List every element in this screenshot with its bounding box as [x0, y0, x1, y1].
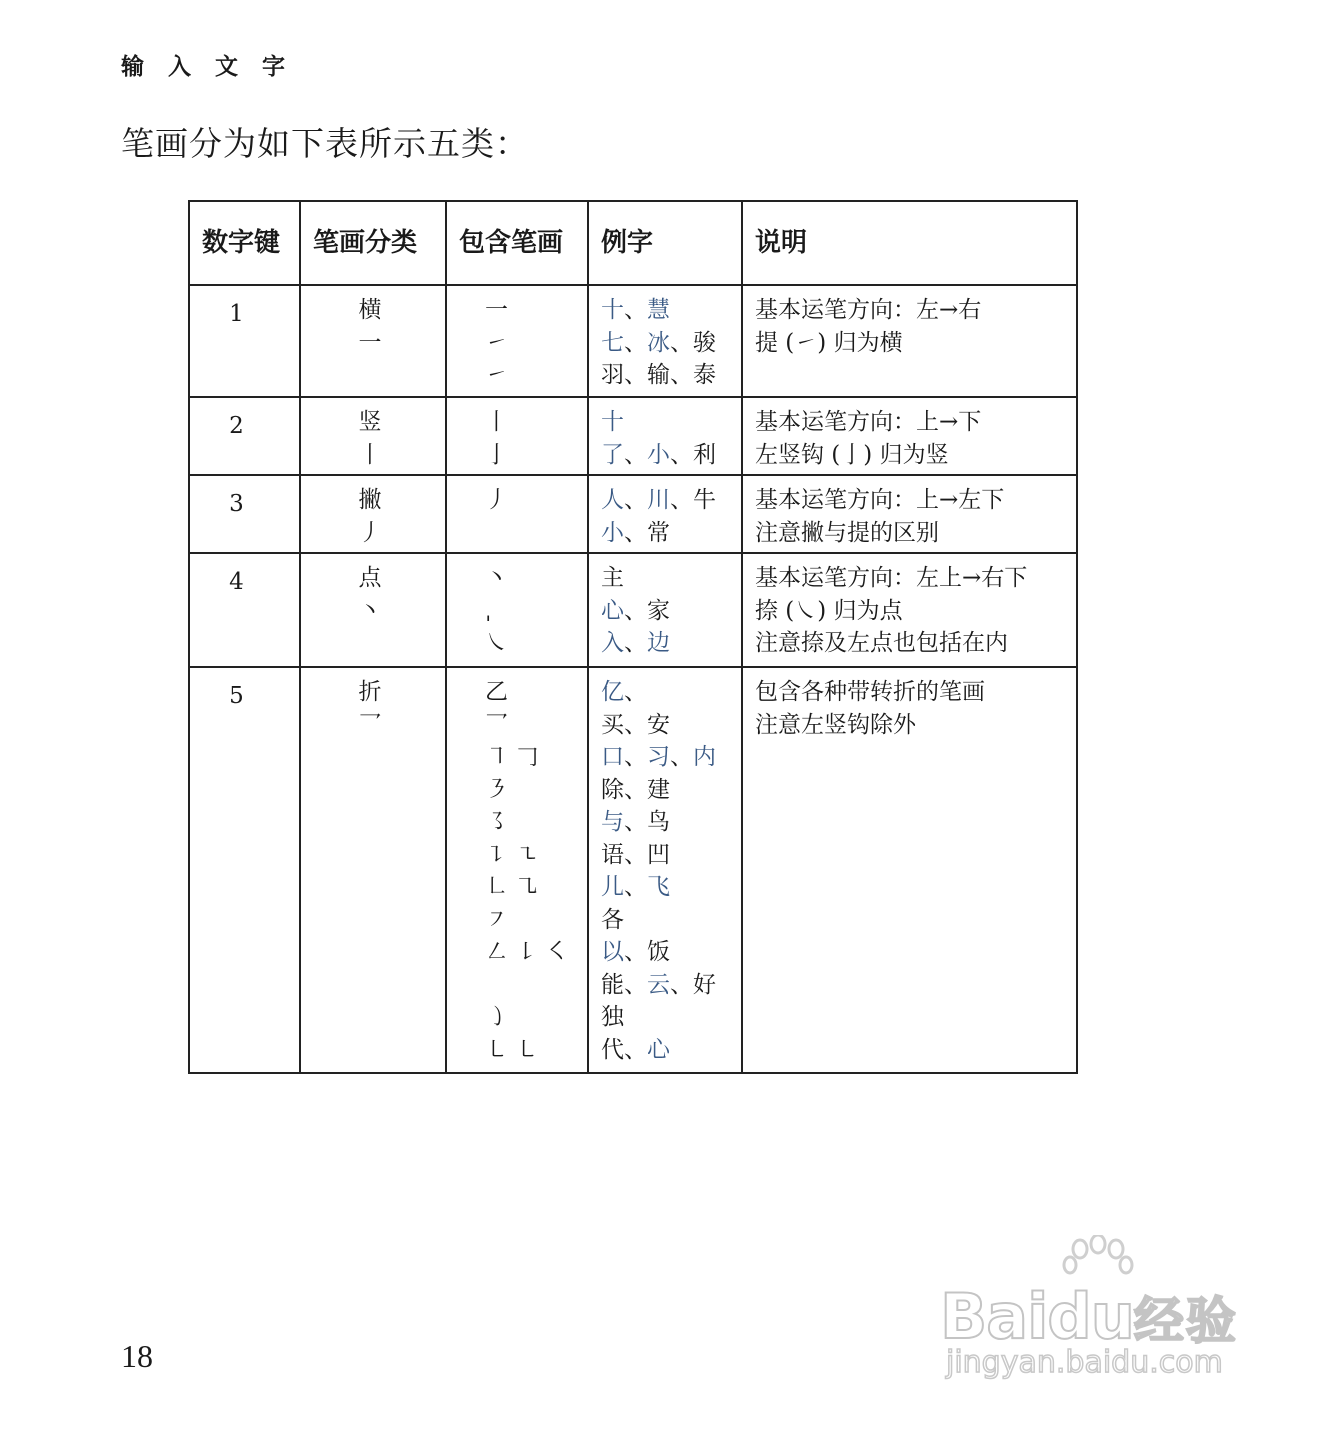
separator: 、	[624, 841, 647, 868]
note-line: 基本运笔方向：上→左下	[755, 487, 1005, 513]
separator: 、	[624, 519, 647, 546]
stroke-line: ㇊ ㇍	[485, 841, 539, 868]
stroke-line: ㇀	[485, 362, 508, 388]
running-head: 输 入 文 字	[121, 54, 294, 80]
stroke-line: 一	[485, 297, 508, 323]
example-char: 与	[601, 809, 624, 835]
note-line: 左竖钩 (亅) 归为竖	[755, 441, 949, 468]
separator: 、	[624, 809, 647, 835]
example-char: 独	[601, 1004, 624, 1030]
note-line: 注意捺及左点也包括在内	[755, 630, 1008, 656]
example-line	[601, 774, 741, 807]
separator: 、	[624, 441, 647, 468]
example-char: 慧	[647, 297, 670, 323]
example-line	[601, 904, 741, 937]
example-char: 边	[647, 630, 670, 656]
cell-category	[300, 553, 446, 667]
header-examples: 例字	[588, 201, 742, 285]
example-line	[601, 595, 741, 628]
cell-key: 3	[189, 475, 300, 553]
note-line: 注意撇与提的区别	[755, 519, 939, 546]
example-line	[601, 294, 741, 327]
category-line: 折	[358, 679, 382, 705]
example-char: 川	[647, 487, 670, 513]
header-category: 笔画分类	[300, 201, 446, 285]
header-notes: 说明	[742, 201, 1077, 285]
example-char: 安	[647, 711, 670, 738]
separator: 、	[624, 297, 647, 323]
stroke-line: ㇜ ㇙ ㇛	[485, 939, 569, 965]
separator: 、	[624, 744, 647, 770]
cell-strokes	[446, 285, 588, 397]
stroke-line: 亅	[485, 441, 508, 468]
watermark-url: jingyan.baidu.com	[946, 1345, 1223, 1380]
example-line	[601, 806, 741, 839]
stroke-line: ㇄ ㇄	[485, 1036, 539, 1063]
note-line: 基本运笔方向：左上→右下	[755, 565, 1028, 591]
category-line: 横	[358, 297, 382, 323]
stroke-line: 丿	[485, 487, 508, 513]
cell-notes	[742, 285, 1077, 397]
stroke-line: 丨	[485, 409, 508, 435]
example-char: 云	[647, 971, 670, 998]
stroke-line: ˌ	[485, 597, 492, 624]
cell-strokes	[446, 553, 588, 667]
separator: 、	[670, 441, 693, 468]
table-row	[189, 667, 1077, 1073]
cell-key: 2	[189, 397, 300, 475]
example-char: 各	[601, 906, 624, 933]
example-char: 冰	[647, 329, 670, 356]
cell-notes	[742, 397, 1077, 475]
cell-category	[300, 475, 446, 553]
note-line: 基本运笔方向：左→右	[755, 297, 982, 323]
cell-notes	[742, 667, 1077, 1073]
stroke-line: ㇁	[485, 1004, 508, 1030]
example-char: 骏	[693, 329, 716, 356]
stroke-line: ㇌	[485, 809, 508, 835]
note-line: 包含各种带转折的笔画	[755, 679, 985, 705]
table-row	[189, 553, 1077, 667]
stroke-line: ㇕ 𠃌	[485, 744, 539, 770]
baidu-jingyan-watermark	[940, 1235, 1260, 1395]
cell-key: 5	[189, 667, 300, 1073]
category-line: 竖	[358, 409, 382, 435]
cell-key: 1	[189, 285, 300, 397]
example-char: 了	[601, 441, 624, 468]
example-char: 口	[601, 744, 624, 770]
cell-examples	[588, 667, 742, 1073]
example-char: 小	[647, 441, 670, 468]
separator: 、	[670, 329, 693, 356]
cell-category	[300, 667, 446, 1073]
category-line: 撇	[358, 487, 382, 513]
example-char: 输	[647, 362, 670, 388]
example-line	[601, 439, 741, 472]
category-line: 乛	[358, 711, 382, 738]
note-line: 捺 (㇏) 归为点	[755, 597, 903, 624]
example-char: 建	[647, 776, 670, 803]
example-line	[601, 709, 741, 742]
example-char: 鸟	[647, 809, 670, 835]
separator: 、	[624, 679, 647, 705]
example-char: 凹	[647, 841, 670, 868]
example-line	[601, 1001, 741, 1034]
example-char: 除	[601, 776, 624, 803]
table-row	[189, 397, 1077, 475]
separator: 、	[670, 362, 693, 388]
stroke-line: ㇇	[485, 906, 508, 933]
separator: 、	[670, 744, 693, 770]
separator: 、	[624, 597, 647, 624]
table-header-row	[189, 201, 1077, 285]
separator: 、	[624, 874, 647, 900]
example-line	[601, 969, 741, 1002]
separator: 、	[624, 776, 647, 803]
page-number: 18	[121, 1338, 153, 1374]
example-char: 主	[601, 565, 624, 591]
category-line: 点	[358, 565, 382, 591]
example-char: 能	[601, 971, 624, 998]
header-strokes: 包含笔画	[446, 201, 588, 285]
example-line	[601, 1034, 741, 1067]
intro-sentence: 笔画分为如下表所示五类：	[121, 124, 529, 163]
stroke-line: 乙	[485, 679, 508, 705]
table-row	[189, 285, 1077, 397]
category-line: 丶	[358, 597, 382, 624]
example-char: 心	[601, 597, 624, 624]
example-char: 以	[601, 939, 624, 965]
example-line	[601, 517, 741, 550]
example-char: 小	[601, 519, 624, 546]
watermark-brand: Baidu经验	[940, 1280, 1238, 1353]
note-line: 基本运笔方向：上→下	[755, 409, 982, 435]
separator: 、	[624, 939, 647, 965]
header-key: 数字键	[189, 201, 300, 285]
note-line: 提 (㇀) 归为横	[755, 329, 903, 356]
cell-examples	[588, 553, 742, 667]
table-row	[189, 475, 1077, 553]
example-char: 入	[601, 630, 624, 656]
separator: 、	[624, 971, 647, 998]
separator: 、	[624, 487, 647, 513]
category-line: 丨	[358, 441, 382, 468]
example-char: 代	[601, 1036, 624, 1063]
example-char: 羽	[601, 362, 624, 388]
cell-key: 4	[189, 553, 300, 667]
stroke-line: ㇋	[485, 776, 508, 803]
example-line	[601, 327, 741, 360]
separator: 、	[670, 971, 693, 998]
note-line: 注意左竖钩除外	[755, 711, 916, 738]
example-char: 饭	[647, 939, 670, 965]
cell-strokes	[446, 397, 588, 475]
example-line	[601, 484, 741, 517]
example-char: 语	[601, 841, 624, 868]
separator: 、	[670, 487, 693, 513]
stroke-line: 乛	[485, 711, 508, 738]
example-char: 牛	[693, 487, 716, 513]
example-line	[601, 839, 741, 872]
example-line	[601, 562, 741, 595]
example-char: 飞	[647, 874, 670, 900]
cell-strokes	[446, 475, 588, 553]
example-char: 七	[601, 329, 624, 356]
stroke-line: 丶	[485, 565, 508, 591]
example-char: 常	[647, 519, 670, 546]
example-char: 利	[693, 441, 716, 468]
cell-notes	[742, 475, 1077, 553]
cell-category	[300, 397, 446, 475]
cell-examples	[588, 285, 742, 397]
example-line	[601, 676, 741, 709]
example-char: 内	[693, 744, 716, 770]
cell-category	[300, 285, 446, 397]
example-char: 家	[647, 597, 670, 624]
separator: 、	[624, 362, 647, 388]
cell-notes	[742, 553, 1077, 667]
example-line	[601, 936, 741, 969]
example-char: 十	[601, 297, 624, 323]
example-char: 买	[601, 711, 624, 738]
cell-examples	[588, 397, 742, 475]
example-char: 亿	[601, 679, 624, 705]
table-body	[189, 285, 1077, 1073]
separator: 、	[624, 630, 647, 656]
example-char: 习	[647, 744, 670, 770]
example-char: 人	[601, 487, 624, 513]
stroke-line: ㇀	[485, 329, 508, 356]
example-char: 十	[601, 409, 624, 435]
category-line: 丿	[358, 519, 382, 546]
example-line	[601, 406, 741, 439]
example-char: 心	[647, 1036, 670, 1063]
separator: 、	[624, 329, 647, 356]
example-char: 好	[693, 971, 716, 998]
stroke-line	[485, 969, 587, 1002]
example-line	[601, 627, 741, 660]
stroke-category-table	[188, 200, 1078, 1074]
cell-strokes	[446, 667, 588, 1073]
category-line: 一	[358, 329, 382, 356]
example-line	[601, 871, 741, 904]
example-line	[601, 359, 741, 392]
separator: 、	[624, 1036, 647, 1063]
separator: 、	[624, 711, 647, 738]
stroke-line: ㇏	[485, 630, 508, 656]
stroke-line: ㇗ ㇈	[485, 874, 539, 900]
example-line	[601, 741, 741, 774]
cell-examples	[588, 475, 742, 553]
example-char: 儿	[601, 874, 624, 900]
example-char: 泰	[693, 362, 716, 388]
